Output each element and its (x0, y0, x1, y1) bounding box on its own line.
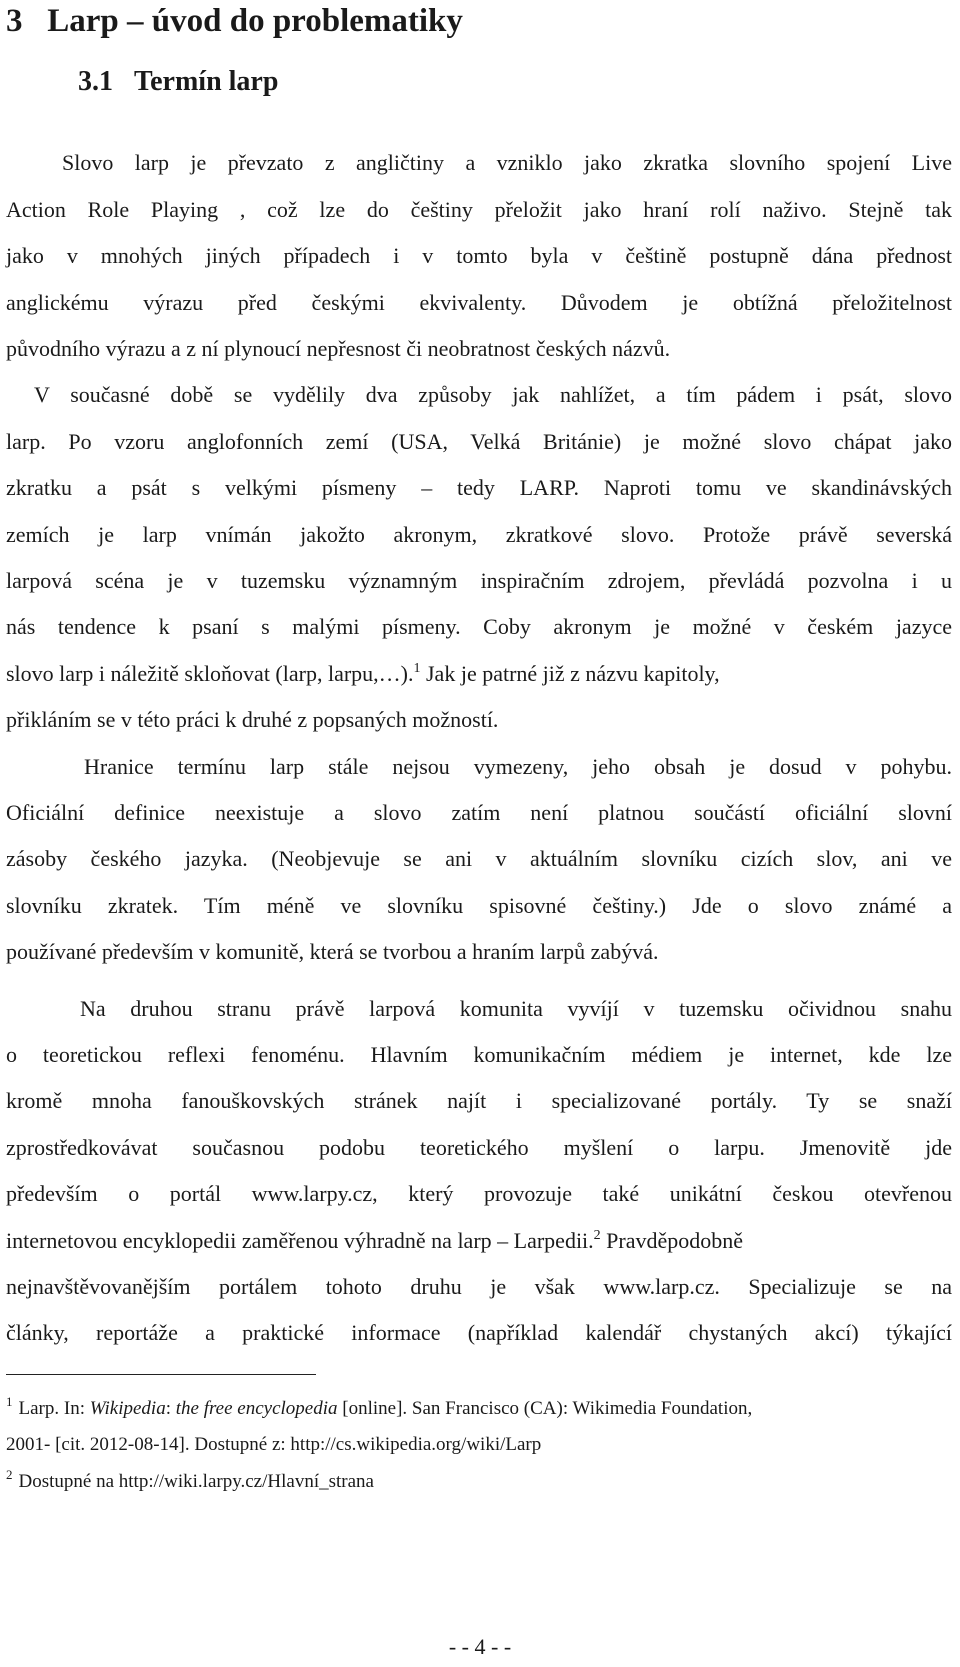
footnote-mark: 1 (6, 1394, 13, 1409)
text-line: Na druhou stranu právě larpová komunita vyvíjí v tuzemsku očividnou snahu (80, 996, 952, 1021)
text-line: Hranice termínu larp stále nejsou vymezeny, jeho obsah je dosud v pohybu. (84, 754, 952, 779)
text-line: nás tendence k psaní s malými písmeny. Coby akronym je možné v českém jazyce (6, 614, 952, 639)
text-line: Slovo larp je převzato z angličtiny a vzniklo jako zkratka slovního spojení Live (62, 150, 952, 175)
section-title: Termín larp (134, 66, 279, 97)
footnote-text: Larp. In: (18, 1398, 85, 1419)
text-line: používané především v komunitě, která se tvorbou a hraním larpů zabývá. (6, 939, 659, 964)
footnote-1-line-2: 2001- [cit. 2012-08-14]. Dostupné z: http://cs.wikipedia.org/wiki/Larp (6, 1434, 542, 1455)
text-segment: Pravděpodobně (606, 1228, 744, 1253)
text-line: především o portál www.larpy.cz, který provozuje také unikátní českou otevřenou (6, 1181, 952, 1206)
footnote-ref[interactable]: 2 (593, 1228, 601, 1243)
text-line: V současné době se vydělily dva způsoby jak nahlížet, a tím pádem i psát, slovo (34, 382, 952, 407)
text-line: zkratku a psát s velkými písmeny – tedy LARP. Naproti tomu ve skandinávských (6, 475, 952, 500)
text-line: přikláním se v této práci k druhé z popsaných možností. (6, 707, 499, 732)
footnote-1 (6, 1396, 752, 1422)
text-segment: slovo larp i náležitě skloňovat (larp, larpu,…). (6, 661, 414, 686)
text-line: nejnavštěvovanějším portálem tohoto druhu je však www.larp.cz. Specializuje se na (6, 1274, 952, 1299)
chapter-heading (6, 0, 463, 42)
text-line: Oficiální definice neexistuje a slovo zatím není platnou součástí oficiální slovní (6, 800, 952, 825)
footnote-separator (6, 1374, 316, 1375)
text-line: larp. Po vzoru anglofonních zemí (USA, Velká Británie) je možné slovo chápat jako (6, 429, 952, 454)
footnote-subtitle: the free encyclopedia (175, 1398, 338, 1419)
footnote-title: Wikipedia (89, 1398, 166, 1419)
footnote-text: : (165, 1398, 171, 1419)
text-line: slovníku zkratek. Tím méně ve slovníku spisovné češtiny.) Jde o slovo známé a (6, 893, 952, 918)
text-line: zemích je larp vnímán jakožto akronym, zkratkové slovo. Protože právě severská (6, 522, 952, 547)
section-number: 3.1 (78, 66, 113, 97)
section-heading (78, 64, 278, 100)
text-segment: internetovou encyklopedii zaměřenou výhradně na larp – Larpedii. (6, 1228, 594, 1253)
footnote-2 (6, 1469, 374, 1495)
text-line: zásoby českého jazyka. (Neobjevuje se ani v aktuálním slovníku cizích slov, ani ve (6, 846, 952, 871)
text-line: Action Role Playing , což lze do češtiny přeložit jako hraní rolí naživo. Stejně tak (6, 197, 952, 222)
text-segment: Jak je patrné již z názvu kapitoly, (426, 661, 720, 686)
footnote-text: Dostupné na http://wiki.larpy.cz/Hlavní_strana (18, 1471, 374, 1492)
footnote-text: [online]. San Francisco (CA): Wikimedia Foundation, (342, 1398, 753, 1419)
text-line: o teoretickou reflexi fenoménu. Hlavním komunikačním médiem je internet, kde lze (6, 1042, 952, 1067)
text-line: kromě mnoha fanouškovských stránek najít i specializované portály. Ty se snaží (6, 1088, 952, 1113)
page-number: - - 4 - - (448, 1634, 512, 1659)
chapter-number: 3 (6, 3, 23, 39)
footnote-mark: 2 (6, 1467, 13, 1482)
footnote-ref[interactable]: 1 (413, 661, 421, 676)
text-line-with-footnote (6, 1226, 952, 1256)
text-line: larpová scéna je v tuzemsku významným inspiračním zdrojem, převládá pozvolna i u (6, 568, 952, 593)
text-line-with-footnote (6, 659, 952, 689)
text-line: původního výrazu a z ní plynoucí nepřesnost či neobratnost českých názvů. (6, 336, 671, 361)
text-line: jako v mnohých jiných případech i v tomto byla v češtině postupně dána přednost (6, 243, 952, 268)
chapter-title: Larp – úvod do problematiky (47, 3, 463, 39)
text-line: články, reportáže a praktické informace (například kalendář chystaných akcí) týkající (6, 1320, 952, 1345)
text-line: zprostředkovávat současnou podobu teoretického myšlení o larpu. Jmenovitě jde (6, 1135, 952, 1160)
text-line: anglickému výrazu před českými ekvivalenty. Důvodem je obtížná přeložitelnost (6, 290, 952, 315)
